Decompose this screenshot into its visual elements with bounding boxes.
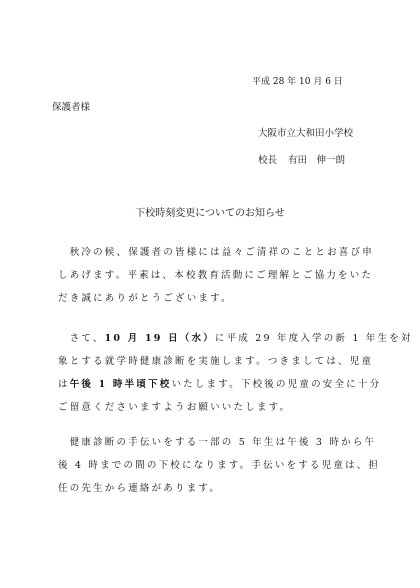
paragraph-line: さて、10 月 19 日（水）に平成 29 年度入学の新 1 年生を対 <box>69 333 413 344</box>
school-name: 大阪市立大和田小学校 <box>258 128 354 139</box>
document-title: 下校時刻変更についてのお知らせ <box>135 208 285 219</box>
paragraph-schedule <box>58 327 413 419</box>
paragraph-line: 健康診断の手伝いをする一部の 5 年生は午後 3 時から午 <box>69 437 377 448</box>
paragraph-line: 後 4 時までの間の下校になります。手伝いをする児童は、担 <box>58 460 381 471</box>
paragraph-line: 象とする就学時健康診断を実施します。つきましては、児童 <box>58 356 374 367</box>
schedule-intro: さて、 <box>69 333 105 344</box>
paragraph-line: ご留意くださいますようお願いいたします。 <box>58 402 292 413</box>
paragraph-helpers <box>58 431 381 500</box>
principal-title: 校長 <box>258 155 278 166</box>
principal-signature <box>258 152 345 166</box>
issue-date: 平成 28 年 10 月 6 日 <box>252 77 343 87</box>
paragraph-line: 任の先生から連絡があります。 <box>58 483 222 494</box>
paragraph-line: は午後 1 時半頃下校いたします。下校後の児童の安全に十分 <box>58 379 382 390</box>
paragraph-line: 秋冷の候、保護者の皆様には益々ご清祥のこととお喜び申 <box>69 247 374 258</box>
paragraph-line: だき誠にありがとうございます。 <box>58 293 233 304</box>
addressee: 保護者様 <box>52 102 91 113</box>
dismissal-time: 午後 1 時半頃下校 <box>69 379 172 390</box>
paragraph-greeting <box>58 241 374 310</box>
principal-name: 有田 伸一朗 <box>288 155 346 166</box>
paragraph-line: しあげます。平素は、本校教育活動にご理解とご協力をいた <box>58 270 374 281</box>
exam-date: 10 月 19 日（水） <box>104 333 215 344</box>
